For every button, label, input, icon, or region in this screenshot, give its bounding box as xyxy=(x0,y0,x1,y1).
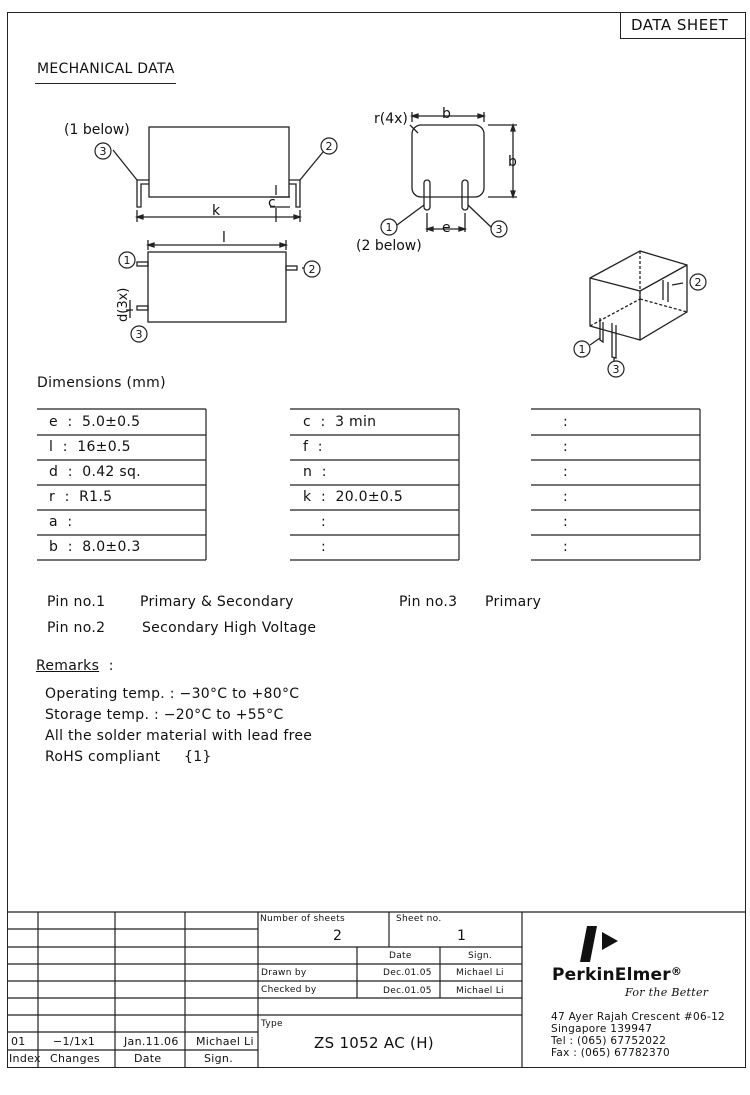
rev-sign: Michael Li xyxy=(196,1035,254,1048)
sheet-no-label: Sheet no. xyxy=(396,914,442,924)
company-tagline: For the Better xyxy=(625,986,709,999)
remark-line: Storage temp. : −20°C to +55°C xyxy=(45,707,284,723)
dim-key: c xyxy=(303,414,311,430)
dim-key: f xyxy=(303,439,309,455)
dim-key: l xyxy=(49,439,54,455)
rev-header-index: Index xyxy=(9,1052,41,1065)
rev-date: Jan.11.06 xyxy=(124,1035,179,1048)
pin-label-3c: 3 xyxy=(495,223,503,236)
pin-label-3a: 3 xyxy=(99,145,107,158)
pin-label-2a: 2 xyxy=(325,140,333,153)
type-label: Type xyxy=(261,1019,283,1029)
dim-c: c xyxy=(268,195,276,211)
dim-value: 20.0±0.5 xyxy=(335,489,404,505)
rev-changes: −1/1x1 xyxy=(53,1035,96,1048)
pin-label-1d: 1 xyxy=(578,343,586,356)
number-of-sheets-label: Number of sheets xyxy=(260,914,346,924)
pin3-desc: Primary xyxy=(485,594,542,610)
drawn-sign: Michael Li xyxy=(456,968,504,978)
dim-key: k xyxy=(303,489,312,505)
dim-sep: : xyxy=(67,464,73,480)
dim-r: r(4x) xyxy=(374,111,408,127)
address-line2: Singapore 139947 xyxy=(551,1023,653,1035)
registered-mark: ® xyxy=(670,965,683,978)
dim-sep: : xyxy=(563,464,569,480)
pin1-label: Pin no.1 xyxy=(47,594,106,610)
dim-sep: : xyxy=(321,464,327,480)
company-name xyxy=(552,965,682,985)
pin1-desc: Primary & Secondary xyxy=(140,594,294,610)
sign-header: Sign. xyxy=(468,951,492,961)
number-of-sheets: 2 xyxy=(333,928,343,944)
note-1-below: (1 below) xyxy=(64,122,130,138)
pin2-desc: Secondary High Voltage xyxy=(142,620,317,636)
dim-value: 3 min xyxy=(335,414,377,430)
dim-b-side: b xyxy=(508,154,517,170)
dim-sep: : xyxy=(67,414,73,430)
dim-key: d xyxy=(49,464,59,480)
dim-sep: : xyxy=(67,514,73,530)
dim-l: l xyxy=(222,230,226,246)
telephone: Tel : (065) 67752022 xyxy=(551,1035,667,1047)
mechanical-title: MECHANICAL DATA xyxy=(37,61,175,77)
dim-sep: : xyxy=(563,439,569,455)
pin-label-3d: 3 xyxy=(612,363,620,376)
remark-line: RoHS compliant {1} xyxy=(45,749,212,765)
dimensions-title: Dimensions (mm) xyxy=(37,375,166,391)
dim-value: 0.42 sq. xyxy=(82,464,141,480)
dim-sep: : xyxy=(563,414,569,430)
dim-sep: : xyxy=(563,539,569,555)
checked-sign: Michael Li xyxy=(456,986,504,996)
rev-header-date: Date xyxy=(134,1052,162,1065)
dim-sep: : xyxy=(563,514,569,530)
pin-label-1c: 1 xyxy=(385,221,393,234)
pin-label-1b: 1 xyxy=(123,254,131,267)
dim-sep: : xyxy=(320,414,326,430)
remark-line: All the solder material with lead free xyxy=(45,728,313,744)
dim-key: r xyxy=(49,489,56,505)
dim-b-top: b xyxy=(442,106,451,122)
date-header: Date xyxy=(389,951,412,961)
dim-sep: : xyxy=(320,489,326,505)
dim-sep: : xyxy=(563,489,569,505)
dim-d: d(3x) xyxy=(116,287,131,322)
dim-key: n xyxy=(303,464,313,480)
rev-header-changes: Changes xyxy=(50,1052,100,1065)
dim-sep: : xyxy=(67,539,73,555)
dim-value: R1.5 xyxy=(79,489,113,505)
drawn-date: Dec.01.05 xyxy=(383,968,432,978)
dim-key: e xyxy=(49,414,58,430)
pin2-label: Pin no.2 xyxy=(47,620,106,636)
checked-date: Dec.01.05 xyxy=(383,986,432,996)
dim-sep: : xyxy=(62,439,68,455)
rev-header-sign: Sign. xyxy=(204,1052,233,1065)
remark-line: Operating temp. : −30°C to +80°C xyxy=(45,686,300,702)
dim-value: 8.0±0.3 xyxy=(82,539,141,555)
drawn-by-label: Drawn by xyxy=(261,968,307,978)
fax: Fax : (065) 67782370 xyxy=(551,1047,670,1059)
dim-sep: : xyxy=(321,539,327,555)
doc-type-label: DATA SHEET xyxy=(631,16,729,34)
dim-sep: : xyxy=(317,439,323,455)
company-name-text: PerkinElmer xyxy=(552,965,671,985)
pin-label-2d: 2 xyxy=(694,276,702,289)
dim-value: 5.0±0.5 xyxy=(81,414,141,430)
pin3-label: Pin no.3 xyxy=(399,594,458,610)
dim-value: 16±0.5 xyxy=(77,439,131,455)
remarks-title: Remarks xyxy=(36,658,100,674)
dim-key: b xyxy=(49,539,59,555)
checked-by-label: Checked by xyxy=(261,985,317,995)
type-value: ZS 1052 AC (H) xyxy=(314,1034,434,1052)
rev-index: 01 xyxy=(11,1035,26,1048)
dim-sep: : xyxy=(321,514,327,530)
sheet-no: 1 xyxy=(457,928,467,944)
pin-label-2b: 2 xyxy=(308,263,316,276)
dim-k: k xyxy=(212,203,221,219)
address-line1: 47 Ayer Rajah Crescent #06-12 xyxy=(551,1011,726,1023)
dim-key: a xyxy=(49,514,58,530)
dim-sep: : xyxy=(64,489,70,505)
dim-e: e xyxy=(442,220,451,236)
pin-label-3b: 3 xyxy=(135,328,143,341)
note-2-below: (2 below) xyxy=(356,238,422,254)
perkinelmer-logo-icon xyxy=(580,924,636,964)
remarks-colon: : xyxy=(108,658,114,674)
